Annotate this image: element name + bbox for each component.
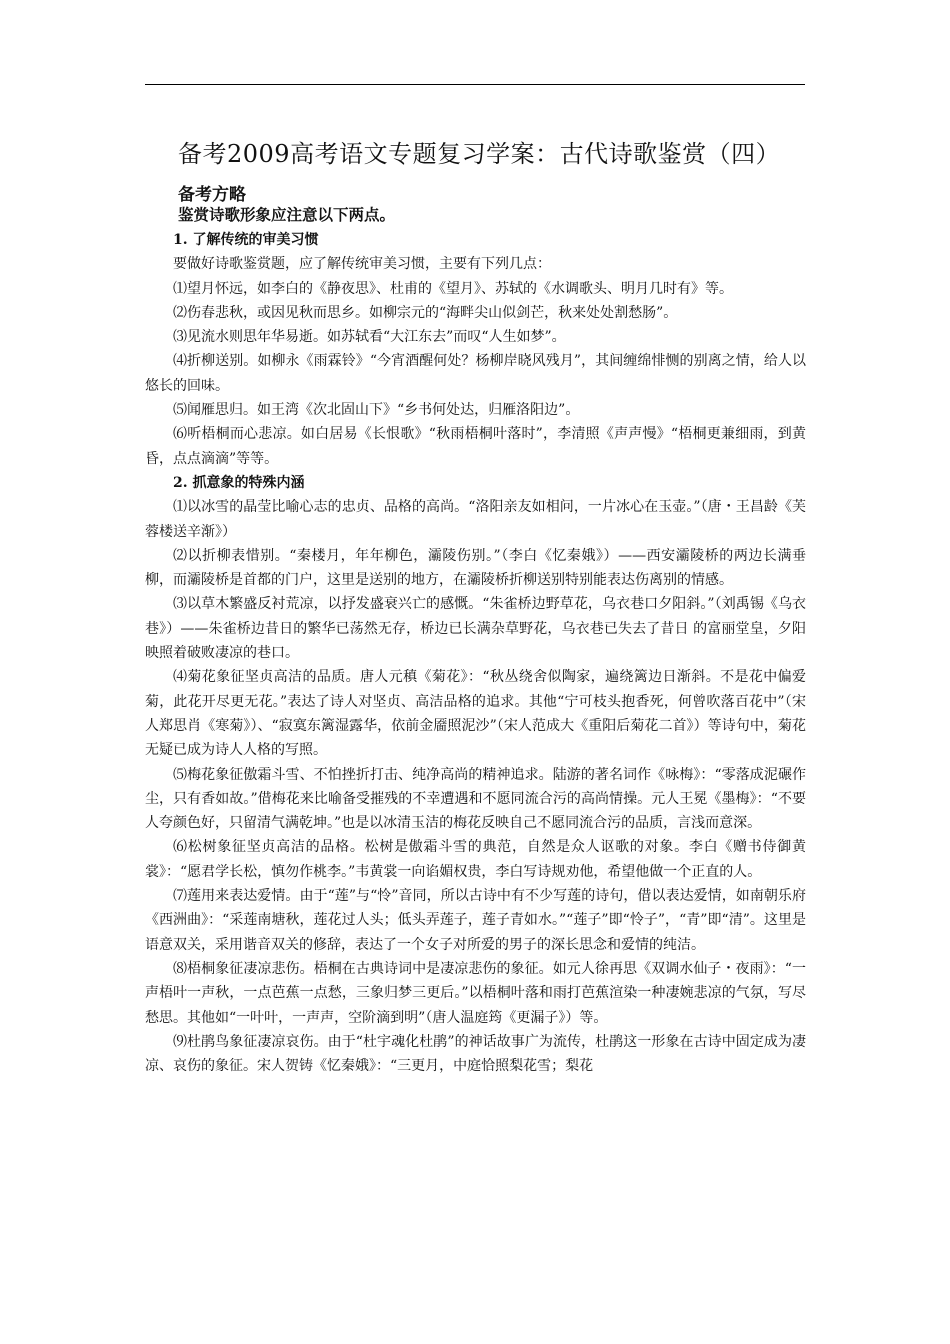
- paragraph: ⑹听梧桐而心悲凉。如白居易《长恨歌》“秋雨梧桐叶落时”，李清照《声声慢》“梧桐更兼细雨，到黄昏，点点滴滴”等等。: [145, 426, 806, 467]
- paragraph: ⑴望月怀远，如李白的《静夜思》、杜甫的《望月》、苏轼的《水调歌头、明月几时有》等。: [173, 280, 733, 297]
- paragraph: ⑵以折柳表惜别。“秦楼月，年年柳色，灞陵伤别。”（李白《忆秦娥》）——西安灞陵桥的两边长满垂柳，而灞陵桥是首都的门户，这里是送别的地方，在灞陵桥折柳送别特别能表达伤离别的情感。: [145, 547, 806, 589]
- page-title: 备考2009高考语文专题复习学案：古代诗歌鉴赏（四）: [178, 140, 781, 168]
- paragraph: ⑷折柳送别。如柳永《雨霖铃》“今宵酒醒何处？杨柳岸晓风残月”，其间缠绵悱恻的别离之情，给人以悠长的回味。: [145, 353, 806, 394]
- paragraph: ⑶见流水则思年华易逝。如苏轼看“大江东去”而叹“人生如梦”。: [173, 329, 566, 346]
- part1-heading: 1. 了解传统的审美习惯: [173, 232, 319, 248]
- paragraph: ⑻梧桐象征凄凉悲伤。梧桐在古典诗词中是凄凉悲伤的象征。如元人徐再思《双调水仙子・夜雨》：“一声梧叶一声秋，一点芭蕉一点愁，三象归梦三更后。”以梧桐叶落和雨打芭蕉渲染一种凄婉悲凉的气氛，写尽愁思。其他如“一叶叶，一声声，空阶滴到明”（唐人温庭筠《更漏子》）等。: [145, 960, 806, 1026]
- paragraph: ⑼杜鹃鸟象征凄凉哀伤。由于“杜宇魂化杜鹃”的神话故事广为流传，杜鹃这一形象在古诗中固定成为凄凉、哀伤的象征。宋人贺铸《忆秦娥》：“三更月，中庭恰照梨花雪；梨花: [145, 1033, 806, 1075]
- header-rule: [145, 84, 805, 85]
- paragraph: ⑵伤春悲秋，或因见秋而思乡。如柳宗元的“海畔尖山似剑芒，秋来处处割愁肠”。: [173, 304, 678, 321]
- paragraph: ⑹松树象征坚贞高洁的品格。松树是傲霜斗雪的典范，自然是众人讴歌的对象。李白《赠书侍御黄裳》：“愿君学长松，慎勿作桃李。”韦黄裳一向谄媚权贵，李白写诗规劝他，希望他做一个正直的人。: [145, 839, 806, 880]
- paragraph: ⑷菊花象征坚贞高洁的品质。唐人元稹《菊花》：“秋丛绕舍似陶家，遍绕篱边日渐斜。不是花中偏爱菊，此花开尽更无花。”表达了诗人对坚贞、高洁品格的追求。其他“宁可枝头抱香死，何曾吹落百花中”（宋人郑思肖《寒菊》）、“寂寞东篱湿露华，依前金靥照泥沙”（宋人范成大《重阳后菊花二首》）等诗句中，菊花无疑已成为诗人人格的写照。: [145, 669, 806, 759]
- paragraph: ⑸闻雁思归。如王湾《次北固山下》“乡书何处达，归雁洛阳边”。: [173, 402, 580, 419]
- sub-heading: 鉴赏诗歌形象应注意以下两点。: [178, 205, 396, 224]
- document-body: [145, 228, 806, 1078]
- paragraph: ⑸梅花象征傲霜斗雪、不怕挫折打击、纯净高尚的精神追求。陆游的著名词作《咏梅》：“零落成泥碾作尘，只有香如故。”借梅花来比喻备受摧残的不幸遭遇和不愿同流合污的高尚情操。元人王冕《墨梅》：“不要人夸颜色好，只留清气满乾坤。”也是以冰清玉洁的梅花反映自己不愿同流合污的品质，言浅而意深。: [145, 766, 806, 832]
- part2-heading: 2. 抓意象的特殊内涵: [173, 474, 305, 491]
- section-heading: 备考方略: [178, 185, 246, 205]
- paragraph: ⑶以草木繁盛反衬荒凉，以抒发盛衰兴亡的感慨。“朱雀桥边野草花，乌衣巷口夕阳斜。”（刘禹锡《乌衣巷》）——朱雀桥边昔日的繁华已荡然无存，桥边已长满杂草野花，乌衣巷已失去了昔日 的富丽堂皇，夕阳映照着破败凄凉的巷口。: [145, 596, 806, 662]
- paragraph: ⑴以冰雪的晶莹比喻心志的忠贞、品格的高尚。“洛阳亲友如相问，一片冰心在玉壶。”（唐・王昌龄《芙蓉楼送辛渐》）: [145, 499, 806, 540]
- part1-intro: 要做好诗歌鉴赏题，应了解传统审美习惯，主要有下列几点：: [173, 256, 551, 273]
- paragraph: ⑺莲用来表达爱情。由于“莲”与“怜”音同，所以古诗中有不少写莲的诗句，借以表达爱情，如南朝乐府《西洲曲》：“采莲南塘秋，莲花过人头；低头弄莲子，莲子青如水。”“莲子”即“怜子”，“青”即“清”。这里是语意双关，采用谐音双关的修辞，表达了一个女子对所爱的男子的深长思念和爱情的纯洁。: [145, 888, 806, 953]
